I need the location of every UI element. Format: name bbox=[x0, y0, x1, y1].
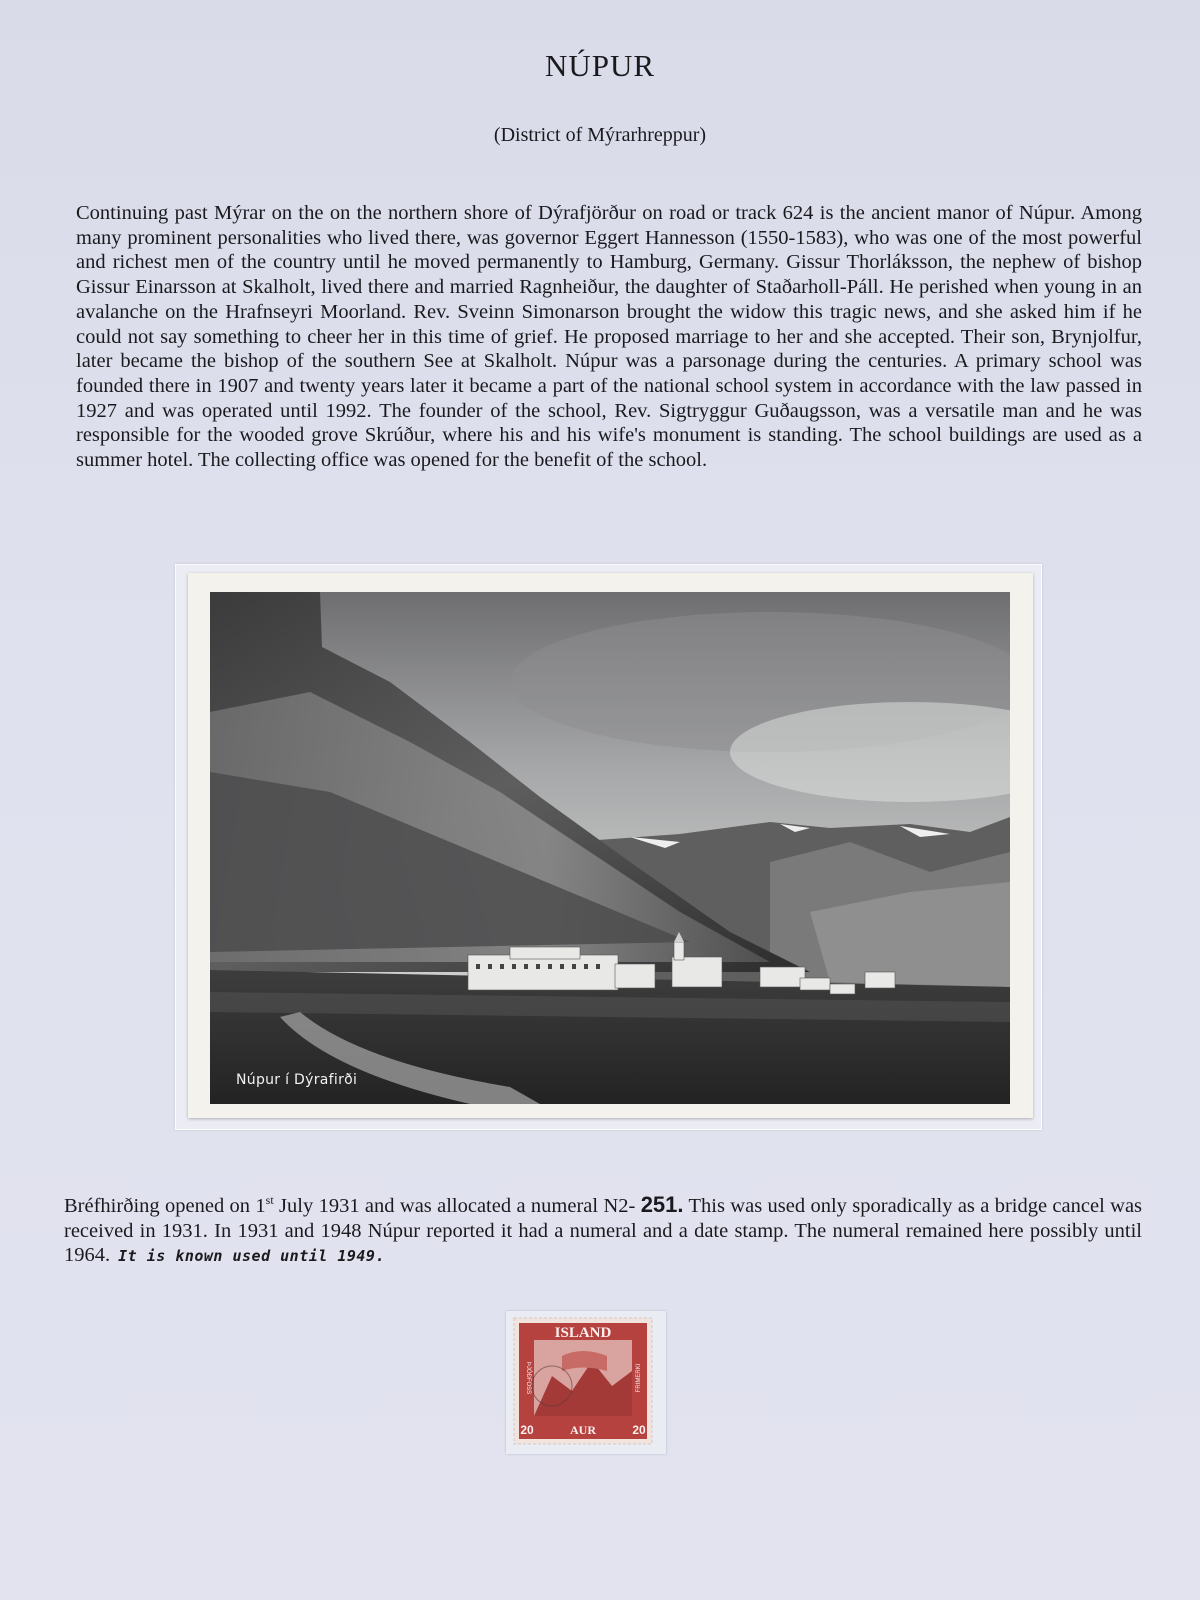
bottom-text-part2: July 1931 and was allocated a numeral N2- bbox=[273, 1195, 641, 1217]
page-title: NÚPUR bbox=[544, 48, 656, 83]
bottom-text-part1: Bréfhirðing opened on 1 bbox=[64, 1195, 266, 1217]
stamp-value-left: 20 bbox=[520, 1423, 534, 1437]
postage-stamp bbox=[512, 1316, 654, 1446]
stamp-value-right: 20 bbox=[632, 1423, 646, 1437]
handwritten-note: It is known used until 1949. bbox=[118, 1247, 385, 1266]
intro-paragraph: Continuing past Mýrar on the on the northern shore of Dýrafjörður on road or track 624 is the ancient manor of Núpur. Among many prominent personalities who lived there, was governor Eggert Hannesson (1550-1583), who was one of the most powerful and richest men of the country until he moved permanently to Hamburg, Germany. Gissur Thorláksson, the nephew of bishop Gissur Einarsson at Skalholt, lived there and married Ragnheiður, the daughter of Staðarholl-Páll. He perished when young in an avalanche on the Hrafnseyri Moorland. Rev. Sveinn Simonarson brought the widow this tragic news, and she asked him if he could not say something to cheer her in this time of grief. He proposed marriage to her and she accepted. Their son, Brynjolfur, later became the bishop of the southern See at Skalholt. Núpur was a parsonage during the centuries. A primary school was founded there in 1907 and twenty years later it became a part of the national school system in accordance with the law passed in 1927 and was operated until 1992. The founder of the school, Rev. Sigtryggur Guðaugsson, was a versatile man and he was responsible for the wooded grove Skrúður, where his and his wife's monument is standing. The school buildings are used as a summer hotel. The collecting office was opened for the benefit of the school. bbox=[76, 202, 1142, 472]
page-subtitle: (District of Mýrarhreppur) bbox=[493, 124, 707, 146]
stamp-image bbox=[512, 1316, 654, 1446]
stamp-country-text: ISLAND bbox=[554, 1325, 612, 1341]
superscript-st: st bbox=[265, 1193, 274, 1208]
stamp-side-left-text: ÞJÓÐFOSS bbox=[525, 1361, 531, 1395]
landscape-photo-image bbox=[210, 592, 1010, 1104]
postcard-photo bbox=[210, 592, 1010, 1104]
stamp-currency-text: AUR bbox=[570, 1423, 596, 1437]
bottom-paragraph bbox=[64, 1193, 1142, 1269]
numeral-value: 251. bbox=[640, 1192, 684, 1217]
stamp-side-right-text: FRIMERKI bbox=[636, 1363, 642, 1393]
bottom-text-part3: This was used only sporadically as a bridge cancel was received in 1931. In 1931 and 1948 Núpur reported it had a numeral and a date stamp. The numeral remained here possibly until 1964. bbox=[64, 1195, 1143, 1267]
postcard-caption: Núpur í Dýrafirði bbox=[236, 1072, 358, 1088]
